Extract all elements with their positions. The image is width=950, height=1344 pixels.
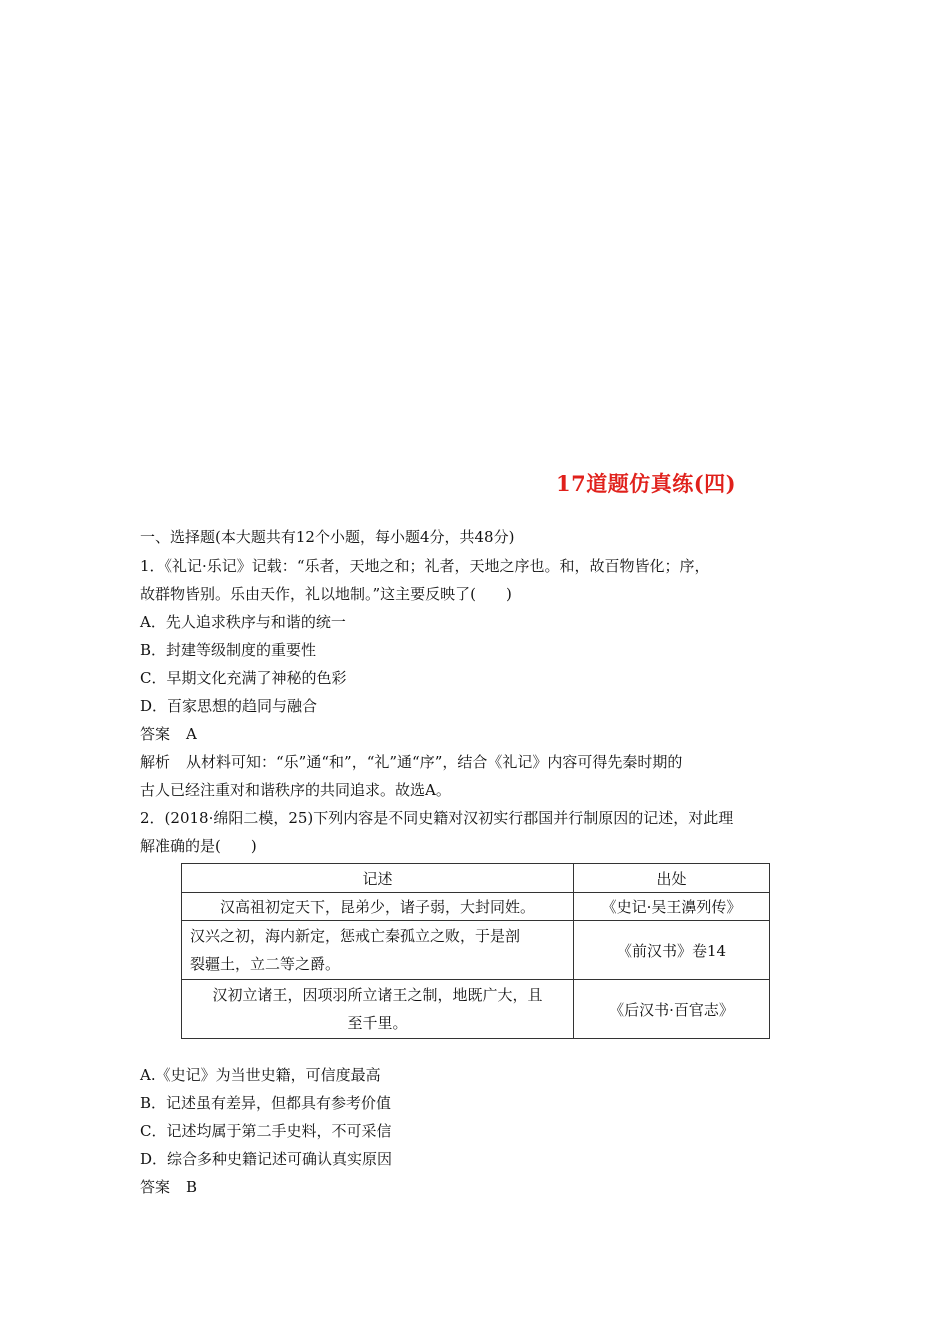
cell-line: 汉初立诸王，因项羽所立诸王之制，地既广大，且 xyxy=(212,986,543,1004)
table-row xyxy=(182,921,770,980)
q2-answer xyxy=(140,1177,197,1197)
answer-label: 答案 xyxy=(140,1178,171,1196)
cell-line: 至千里。 xyxy=(347,1014,408,1032)
q1-option-a: A．先人追求秩序与和谐的统一 xyxy=(140,613,346,631)
q1-answer xyxy=(140,724,197,744)
q1-option-d: D．百家思想的趋同与融合 xyxy=(140,697,318,715)
table-cell-text xyxy=(182,893,574,921)
q1-option-c: C．早期文化充满了神秘的色彩 xyxy=(140,669,347,687)
table-row xyxy=(182,893,770,921)
answer-value: B xyxy=(186,1178,198,1196)
table-header-row xyxy=(182,864,770,893)
q1-option-b: B．封建等级制度的重要性 xyxy=(140,641,317,659)
q1-stem-line1: 1．《礼记·乐记》记载：“乐者，天地之和；礼者，天地之序也。和，故百物皆化；序， xyxy=(140,557,710,575)
cell-line: 汉高祖初定天下，昆弟少，诸子弱，大封同姓。 xyxy=(219,898,535,916)
table-cell-source: 《史记·吴王濞列传》 xyxy=(574,893,770,921)
q2-stem-line2: 解准确的是( ) xyxy=(140,837,257,855)
q1-analysis-line2: 古人已经注重对和谐秩序的共同追求。故选A。 xyxy=(140,781,451,799)
source-table xyxy=(181,863,770,1039)
table-cell-text xyxy=(182,980,574,1039)
answer-label: 答案 xyxy=(140,725,171,743)
analysis-label: 解析 xyxy=(140,753,171,771)
q1-analysis-line1 xyxy=(140,752,682,772)
table-header-cell: 出处 xyxy=(574,864,770,893)
analysis-text: 从材料可知：“乐”通“和”，“礼”通“序”，结合《礼记》内容可得先秦时期的 xyxy=(186,753,683,771)
section-heading: 一、选择题(本大题共有12个小题，每小题4分，共48分) xyxy=(140,528,515,546)
q2-stem-line1: 2．(2018·绵阳二模，25)下列内容是不同史籍对汉初实行郡国并行制原因的记述，对此理 xyxy=(140,809,734,827)
table-cell-source: 《后汉书·百官志》 xyxy=(574,980,770,1039)
table-cell-source: 《前汉书》卷14 xyxy=(574,921,770,980)
q1-stem-line2: 故群物皆别。乐由天作，礼以地制。”这主要反映了( ) xyxy=(140,585,512,603)
q2-option-c: C．记述均属于第二手史料，不可采信 xyxy=(140,1122,392,1140)
q2-option-d: D．综合多种史籍记述可确认真实原因 xyxy=(140,1150,393,1168)
cell-line: 裂疆土，立二等之爵。 xyxy=(190,955,341,973)
table-header-cell: 记述 xyxy=(182,864,574,893)
table-row xyxy=(182,980,770,1039)
answer-value: A xyxy=(186,725,197,743)
page-title: 17道题仿真练(四) xyxy=(556,471,737,496)
q2-option-b: B．记述虽有差异，但都具有参考价值 xyxy=(140,1094,392,1112)
cell-line: 汉兴之初，海内新定，惩戒亡秦孤立之败，于是剖 xyxy=(190,927,521,945)
q2-option-a: A.《史记》为当世史籍，可信度最高 xyxy=(140,1066,381,1084)
table-cell-text xyxy=(182,921,574,980)
